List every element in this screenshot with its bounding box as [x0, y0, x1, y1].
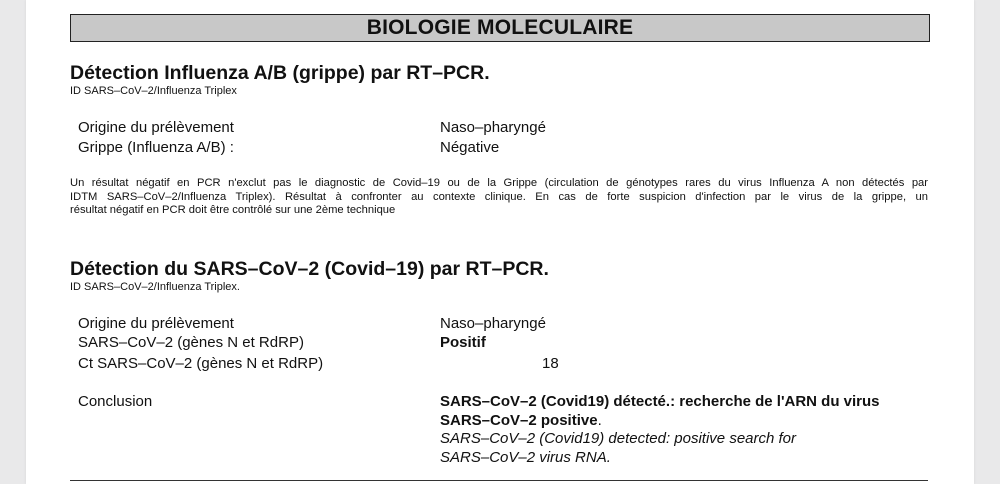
- covid-title: Détection du SARS–CoV–2 (Covid–19) par RT–PCR.: [70, 258, 549, 280]
- section-banner: BIOLOGIE MOLECULAIRE: [70, 14, 930, 42]
- bottom-divider: [70, 480, 928, 481]
- flu-origin-label: Origine du prélèvement: [78, 119, 234, 136]
- conclusion-en-line2: SARS–CoV–2 virus RNA.: [440, 448, 611, 466]
- flu-disclaimer-line: Un résultat négatif en PCR n'exclut pas le diagnostic de Covid–19 ou de la Grippe (circulation de génotypes rares du virus Influenza A non détectés par: [70, 177, 928, 189]
- flu-disclaimer-line: IDTM SARS–CoV–2/Influenza Triplex). Résultat à confronter au contexte clinique. En cas de forte suspicion d'infection par le virus de la grippe, un: [70, 190, 928, 203]
- covid-origin-value: Naso–pharyngé: [440, 315, 546, 332]
- covid-origin-label: Origine du prélèvement: [78, 315, 234, 332]
- covid-ct-label: Ct SARS–CoV–2 (gènes N et RdRP): [78, 355, 324, 372]
- flu-disclaimer: [70, 177, 928, 218]
- covid-result-label: SARS–CoV–2 (gènes N et RdRP): [78, 334, 304, 351]
- covid-subtitle: ID SARS–CoV–2/Influenza Triplex.: [70, 281, 240, 293]
- conclusion-en-line1: SARS–CoV–2 (Covid19) detected: positive search for: [440, 430, 797, 447]
- flu-title: Détection Influenza A/B (grippe) par RT–PCR.: [70, 62, 490, 84]
- flu-result-value: Négative: [440, 139, 500, 156]
- conclusion-text: [440, 393, 940, 467]
- flu-subtitle: ID SARS–CoV–2/Influenza Triplex: [70, 85, 237, 97]
- conclusion-fr-line2: [440, 412, 940, 431]
- conclusion-label: Conclusion: [78, 393, 153, 410]
- conclusion-fr-line1: SARS–CoV–2 (Covid19) détecté.: recherche de l'ARN du virus: [440, 393, 880, 410]
- covid-ct-value: 18: [542, 355, 559, 372]
- conclusion-fr-line2-bold: SARS–CoV–2 positive: [440, 411, 598, 429]
- conclusion-fr-line2-end: .: [597, 411, 602, 429]
- flu-result-label: Grippe (Influenza A/B) :: [78, 139, 234, 156]
- covid-result-value: Positif: [440, 334, 486, 351]
- report-page: [26, 0, 974, 484]
- flu-disclaimer-line: résultat négatif en PCR doit être contrôlé sur une 2ème technique: [70, 204, 396, 217]
- flu-origin-value: Naso–pharyngé: [440, 119, 546, 136]
